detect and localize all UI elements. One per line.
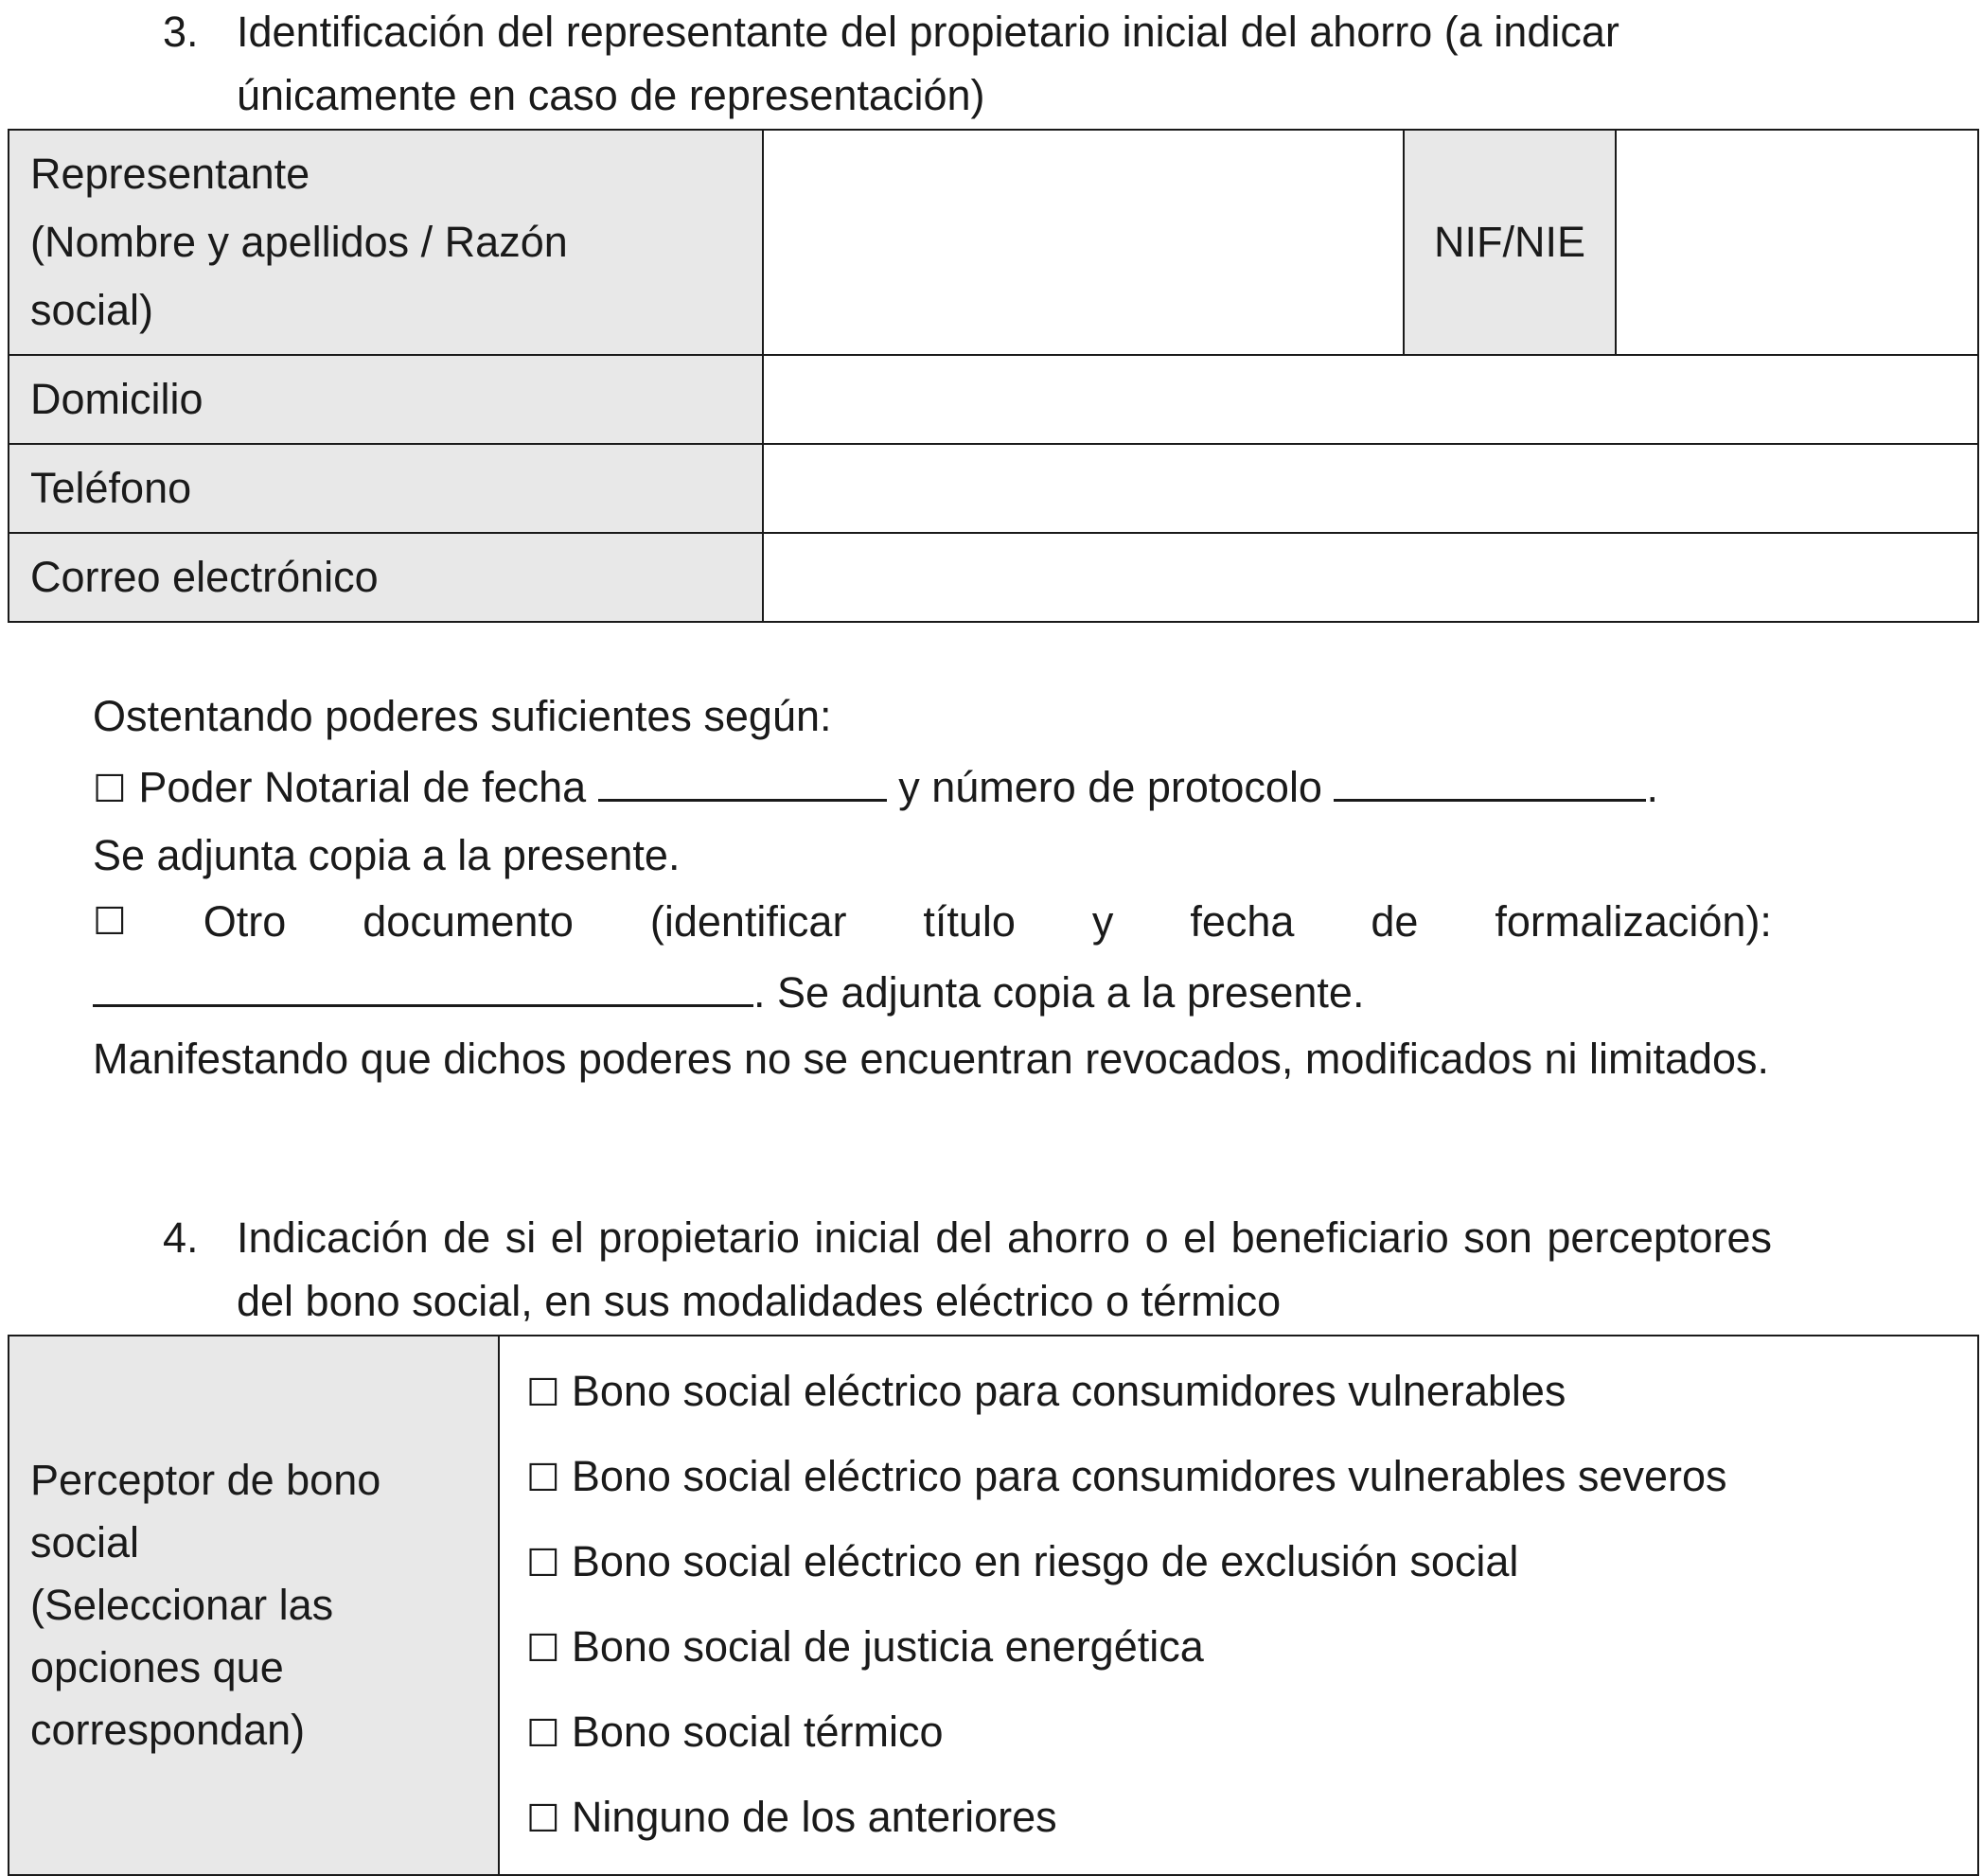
option-label: Bono social eléctrico para consumidores vulnerables severos <box>571 1452 1727 1500</box>
perceptor-label-line: (Seleccionar las <box>30 1581 334 1629</box>
nif-nie-field[interactable] <box>1616 130 1978 355</box>
otro-documento-checkbox[interactable]: ☐ <box>93 900 127 944</box>
option-checkbox[interactable]: ☐ <box>526 1712 560 1756</box>
option-checkbox[interactable]: ☐ <box>526 1542 560 1585</box>
section-3-title <box>237 0 1772 127</box>
bono-option[interactable] <box>526 1776 1951 1861</box>
bono-option[interactable] <box>526 1605 1951 1690</box>
powers-intro: Ostentando poderes suficientes según: <box>93 692 832 740</box>
otro-word: formalización): <box>1495 897 1772 946</box>
perceptor-label <box>9 1336 499 1875</box>
domicilio-field[interactable] <box>763 355 1978 444</box>
powers-paragraph <box>93 683 1772 1092</box>
otro-word: título <box>923 897 1016 946</box>
otro-documento-blank[interactable] <box>93 955 753 1007</box>
section-3-title-line-1: Identificación del representante del propietario inicial del ahorro (a indicar <box>237 8 1619 56</box>
representante-label-line-1: Representante <box>30 150 310 198</box>
nif-nie-label: NIF/NIE <box>1404 130 1616 355</box>
bono-option[interactable] <box>526 1690 1951 1776</box>
otro-word: documento <box>363 897 574 946</box>
representante-label-line-2: (Nombre y apellidos / Razón <box>30 218 568 266</box>
bono-option[interactable] <box>526 1350 1951 1435</box>
perceptor-label-line: opciones que <box>30 1643 284 1691</box>
option-checkbox[interactable]: ☐ <box>526 1372 560 1415</box>
otro-documento-line <box>93 889 1772 955</box>
protocolo-blank[interactable] <box>1334 750 1646 802</box>
section-4-title: Indicación de si el propietario inicial del ahorro o el beneficiario son perceptores del bono social, en sus modalidades eléctrico o térmico <box>237 1213 1772 1325</box>
perceptor-label-line: correspondan) <box>30 1706 306 1754</box>
section-4-number: 4. <box>163 1213 199 1262</box>
correo-label: Correo electrónico <box>9 533 763 622</box>
section-4-heading <box>163 1206 1772 1333</box>
bono-social-options <box>499 1336 1978 1875</box>
representante-label-line-3: social) <box>30 286 154 334</box>
otro-word: (identificar <box>649 897 847 946</box>
correo-field[interactable] <box>763 533 1978 622</box>
option-label: Bono social eléctrico para consumidores vulnerables <box>571 1367 1566 1415</box>
otro-word: y <box>1091 897 1114 946</box>
option-label: Ninguno de los anteriores <box>571 1793 1057 1841</box>
option-label: Bono social de justicia energética <box>571 1622 1204 1671</box>
option-checkbox[interactable]: ☐ <box>526 1627 560 1671</box>
representante-field[interactable] <box>763 130 1404 355</box>
otro-word: de <box>1371 897 1419 946</box>
se-adjunta-line: Se adjunta copia a la presente. <box>93 831 681 879</box>
representante-label <box>9 130 763 355</box>
telefono-field[interactable] <box>763 444 1978 533</box>
section-3-number: 3. <box>163 8 199 56</box>
otro-word: fecha <box>1190 897 1295 946</box>
representante-row <box>9 130 1978 355</box>
poder-notarial-line <box>93 750 1772 823</box>
bono-social-table <box>8 1335 1979 1876</box>
otro-documento-suffix: . Se adjunta copia a la presente. <box>753 968 1365 1017</box>
period: . <box>1646 763 1658 811</box>
telefono-row <box>9 444 1978 533</box>
option-label: Bono social térmico <box>571 1708 944 1756</box>
poder-notarial-prefix: Poder Notarial de fecha <box>138 763 587 811</box>
option-label: Bono social eléctrico en riesgo de exclusión social <box>571 1537 1519 1585</box>
representative-table <box>8 129 1979 623</box>
bono-social-row <box>9 1336 1978 1875</box>
perceptor-label-line: social <box>30 1518 140 1566</box>
fecha-blank[interactable] <box>598 750 887 802</box>
manifestando-text: Manifestando que dichos poderes no se encuentran revocados, modificados ni limitados. <box>93 1035 1770 1083</box>
otro-documento-blank-line <box>93 955 1772 1026</box>
section-3-heading <box>163 0 1772 127</box>
correo-row <box>9 533 1978 622</box>
bono-option[interactable] <box>526 1435 1951 1520</box>
otro-word: Otro <box>203 897 287 946</box>
option-checkbox[interactable]: ☐ <box>526 1457 560 1500</box>
perceptor-label-line: Perceptor de bono <box>30 1456 381 1504</box>
telefono-label: Teléfono <box>9 444 763 533</box>
bono-option[interactable] <box>526 1520 1951 1605</box>
option-checkbox[interactable]: ☐ <box>526 1797 560 1841</box>
section-3-title-line-2: únicamente en caso de representación) <box>237 71 985 119</box>
domicilio-label: Domicilio <box>9 355 763 444</box>
poder-notarial-middle: y número de protocolo <box>898 763 1322 811</box>
domicilio-row <box>9 355 1978 444</box>
poder-notarial-checkbox[interactable]: ☐ <box>93 768 127 811</box>
